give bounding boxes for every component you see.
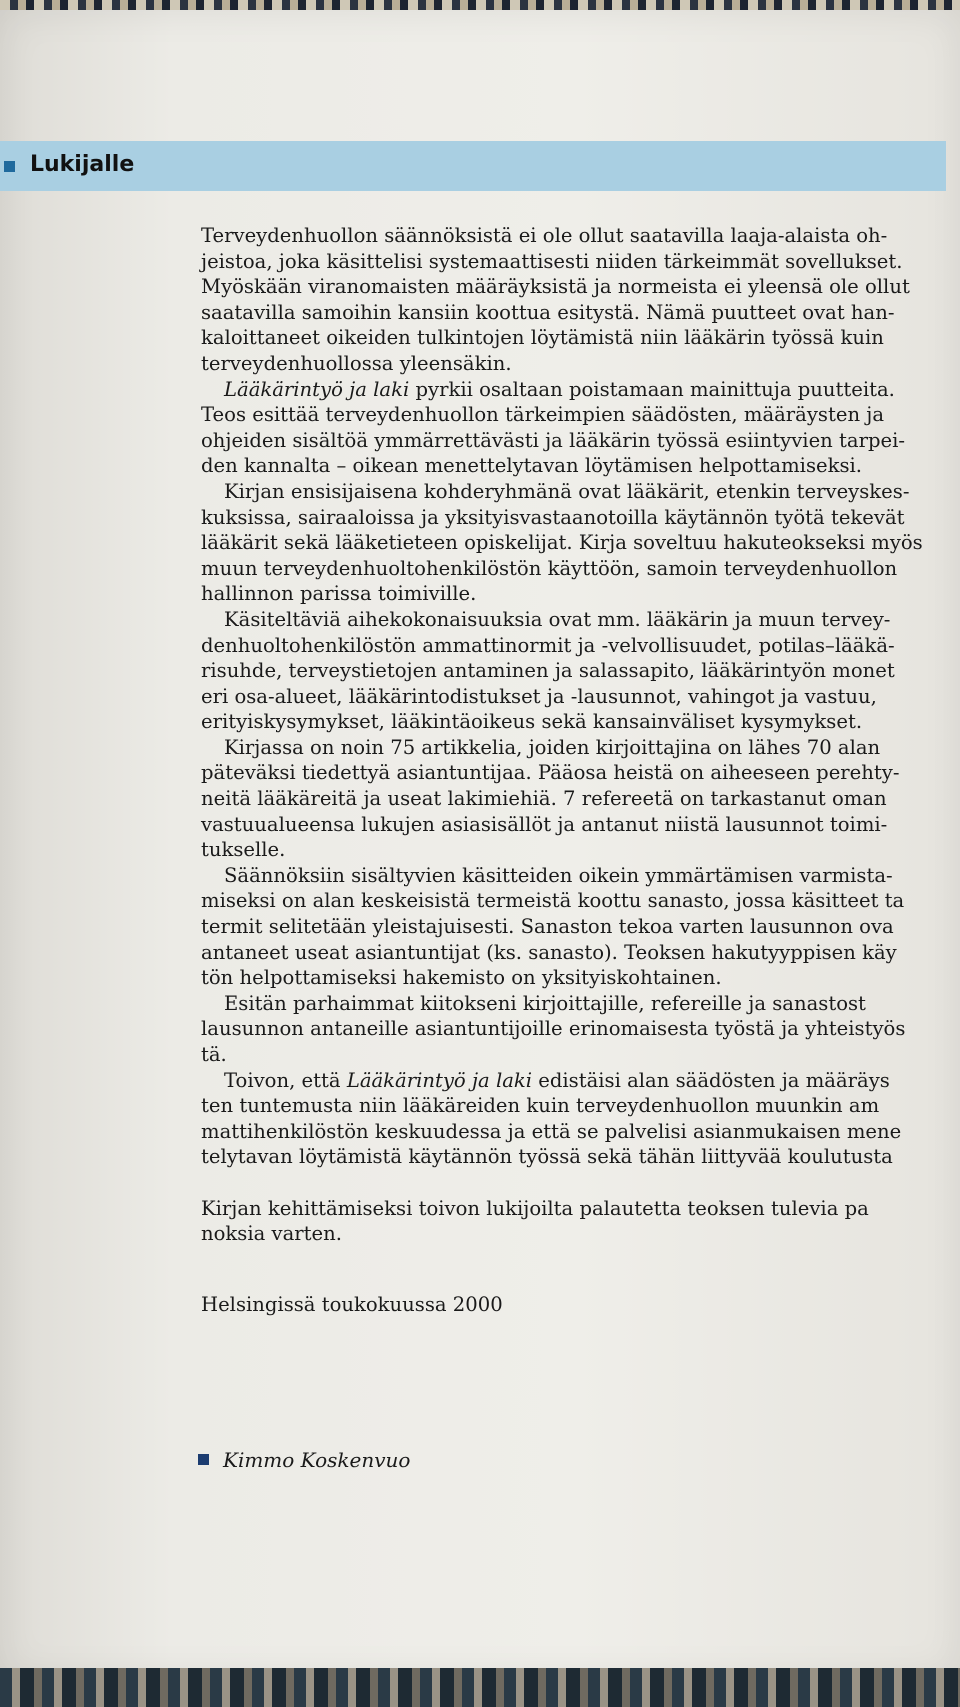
lead-pre: Toivon, että xyxy=(224,1068,347,1092)
text-line: risuhde, terveystietojen antaminen ja salassapito, lääkärintyön monet xyxy=(201,659,895,683)
text-line: hallinnon parissa toimiville. xyxy=(201,582,477,606)
paragraph-4 xyxy=(201,607,960,735)
signature-name: Kimmo Koskenvuo xyxy=(223,1448,411,1472)
text-line-lead xyxy=(201,377,960,403)
paragraph-5 xyxy=(201,735,960,863)
text-line: neitä lääkäreitä ja useat lakimiehiä. 7 refereetä on tarkastanut oman xyxy=(201,787,887,811)
text-line: Myöskään viranomaisten määräyksistä ja normeista ei yleensä ole ollut xyxy=(201,275,910,299)
text-line: eri osa-alueet, lääkärintodistukset ja -lausunnot, vahingot ja vastuu, xyxy=(201,684,877,708)
text-line: saatavilla samoihin kansiin koottua esitystä. Nämä puutteet ovat han- xyxy=(201,300,895,324)
section-header-bar xyxy=(0,141,946,191)
body-text xyxy=(201,223,960,1318)
square-bullet-icon xyxy=(198,1454,209,1465)
spacer xyxy=(201,1247,960,1273)
text-line: denhuoltohenkilöstön ammattinormit ja -velvollisuudet, potilas–lääkä- xyxy=(201,633,895,657)
text-line: terveydenhuollossa yleensäkin. xyxy=(201,351,512,375)
text-line: kuksissa, sairaaloissa ja yksityisvastaanotoilla käytännön työtä tekevät xyxy=(201,505,905,529)
text-line: Teos esittää terveydenhuollon tärkeimpien säädösten, määräysten ja xyxy=(201,403,885,427)
section-title: Lukijalle xyxy=(30,152,135,177)
text-line: tä. xyxy=(201,1043,227,1066)
spacer xyxy=(201,1170,960,1196)
text-line: Säännöksiin sisältyvien käsitteiden oikein ymmärtämisen varmista- xyxy=(224,863,893,887)
text-line: miseksi on alan keskeisistä termeistä koottu sanasto, jossa käsitteet ta xyxy=(201,889,905,913)
paragraph-6 xyxy=(201,863,960,991)
paragraph-8 xyxy=(201,1068,960,1170)
text-line: Terveydenhuollon säännöksistä ei ole ollut saatavilla laaja-alaista oh- xyxy=(201,224,888,247)
paragraph-2 xyxy=(201,377,960,479)
text-line: termit selitetään yleistajuisesti. Sanaston tekoa varten lausunnon ova xyxy=(201,915,894,939)
text-line: Kirjan ensisijaisena kohderyhmänä ovat lääkärit, etenkin terveyskes- xyxy=(224,479,910,503)
signature xyxy=(198,1446,410,1474)
place-date: Helsingissä toukokuussa 2000 xyxy=(201,1293,503,1317)
text-line: mattihenkilöstön keskuudessa ja että se palvelisi asianmukaisen mene xyxy=(201,1119,902,1143)
book-title-italic: Lääkärintyö ja laki xyxy=(224,377,410,401)
text-line: antaneet useat asiantuntijat (ks. sanasto). Teoksen hakutyyppisen käy xyxy=(201,940,897,964)
text-line: ten tuntemusta niin lääkäreiden kuin terveydenhuollon muunkin am xyxy=(201,1094,880,1118)
text-line: lausunnon antaneille asiantuntijoille erinomaisesta työstä ja yhteistyös xyxy=(201,1017,906,1041)
text-line: Kirjan kehittämiseksi toivon lukijoilta palautetta teoksen tulevia pa xyxy=(201,1196,869,1220)
text-line: Käsiteltäviä aihekokonaisuuksia ovat mm. lääkärin ja muun tervey- xyxy=(224,607,891,631)
text-line: Esitän parhaimmat kiitokseni kirjoittajille, refereille ja sanastost xyxy=(224,991,866,1015)
text-line: tukselle. xyxy=(201,838,286,862)
feedback-paragraph xyxy=(201,1196,960,1247)
book-title-italic: Lääkärintyö ja laki xyxy=(346,1068,533,1092)
text-line: erityiskysymykset, lääkintäoikeus sekä kansainväliset kysymykset. xyxy=(201,710,863,734)
text-line: muun terveydenhuoltohenkilöstön käyttöön, samoin terveydenhuollon xyxy=(201,556,898,580)
text-line: jeistoa, joka käsittelisi systemaattisesti niiden tärkeimmät sovellukset. xyxy=(201,249,903,273)
text-line: kaloittaneet oikeiden tulkintojen löytämistä niin lääkärin työssä kuin xyxy=(201,326,884,350)
paragraph-7 xyxy=(201,991,960,1068)
text-line: vastuualueensa lukujen asiasisällöt ja antanut niistä lausunnot toimi- xyxy=(201,812,888,836)
text-line: lääkärit sekä lääketieteen opiskelijat. Kirja soveltuu hakuteokseksi myös xyxy=(201,531,923,555)
text-line-lead xyxy=(201,1068,960,1094)
text-line: ohjeiden sisältöä ymmärrettävästi ja lääkärin työssä esiintyvien tarpei- xyxy=(201,428,905,452)
text-line: telytavan löytämistä käytännön työssä sekä tähän liittyvää koulutusta xyxy=(201,1145,893,1169)
text-line: Kirjassa on noin 75 artikkelia, joiden kirjoittajina on lähes 70 alan xyxy=(224,735,881,759)
text-line: tön helpottamiseksi hakemisto on yksityiskohtainen. xyxy=(201,966,722,990)
lead-text: pyrkii osaltaan poistamaan mainittuja puutteita. xyxy=(409,377,895,401)
text-line: päteväksi tiedettyä asiantuntijaa. Pääosa heistä on aiheeseen perehty- xyxy=(201,761,900,785)
paragraph-3 xyxy=(201,479,960,607)
lead-text: edistäisi alan säädösten ja määräys xyxy=(532,1068,890,1092)
square-bullet-icon xyxy=(4,161,15,172)
text-line: den kannalta – oikean menettelytavan löytämisen helpottamiseksi. xyxy=(201,454,863,478)
paragraph-1 xyxy=(201,223,960,377)
spacer xyxy=(201,1272,960,1292)
text-line: noksia varten. xyxy=(201,1222,342,1246)
background-carpet-bottom xyxy=(0,1668,960,1707)
